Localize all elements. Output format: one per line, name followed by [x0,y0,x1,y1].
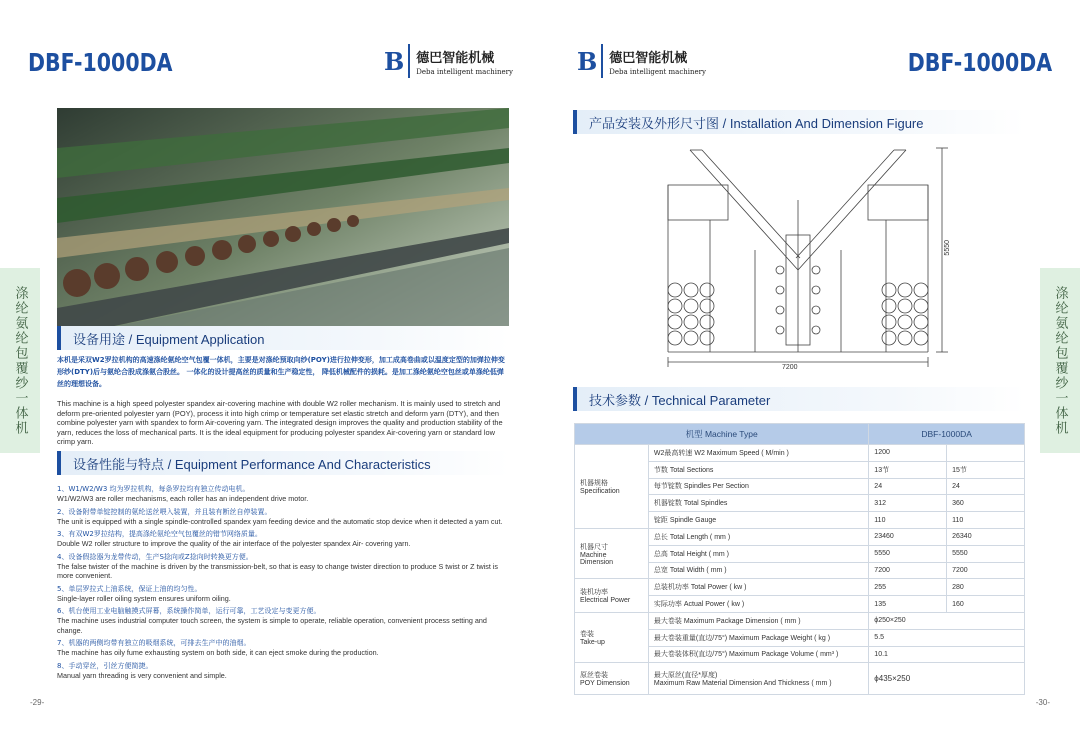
section-bar [573,110,577,134]
application-text-cn: 本机是采双W2罗拉机构的高速涤纶氨纶空气包覆一体机，主要是对涤纶预取向纱(POY)进行拉伸变形，加工成高卷曲或以温度定型的加弹拉伸变形纱(DTY)后与氨纶合股成涤氨合股丝。 一体化的设计提高丝的质量和生产稳定性， 降低机械配件的损耗。是加工涤纶氨纶空包丝或单涤纶低弹丝的理想设备。 [57,356,505,388]
side-tab-right [1040,268,1080,453]
page-number-left: -29- [30,698,45,707]
brand-name-en: Deba intelligent machinery [609,67,706,76]
table-row: 总高 Total Height ( mm ) 5550 5550 [575,545,1025,562]
section-bar [57,451,61,475]
dimension-figure-drawing [660,140,960,375]
table-header-model: 机型 Machine Type [575,424,869,445]
side-tab-text: 涤纶氨纶包覆纱一体机 [12,285,28,436]
brand-divider [601,44,603,78]
table-row: 卷装 Take-up 最大卷装 Maximum Package Dimension ( mm ) ϕ250×250 [575,612,1025,629]
section-performance-header [57,451,509,475]
table-row: 机器规格 Specification W2最高转速 W2 Maximum Speed ( M/min ) 1200 [575,445,1025,462]
section-install-header [573,110,1025,134]
model-title-left: DBF-1000DA [28,48,173,77]
dimension-height: 5550 [944,240,951,256]
table-row: 原丝卷装 POY Dimension 最大原丝(直径*厚度) Maximum Raw Material Dimension And Thickness ( mm ) ϕ435×250 [575,663,1025,695]
brand-divider [408,44,410,78]
table-row: 最大卷装体积(直边/75°) Maximum Package Volume ( mm³ ) 10.1 [575,646,1025,663]
brand-name-cn: 德巴智能机械 [416,50,495,66]
brand-logo-icon: B [577,46,598,76]
section-performance-title: 设备性能与特点 / Equipment Performance And Characteristics [73,456,431,472]
group-label-takeup: 卷装 Take-up [575,612,649,662]
section-bar [57,326,61,350]
group-label-poy: 原丝卷装 POY Dimension [575,663,649,695]
table-row: 机器尺寸 Machine Dimension 总长 Total Length ( mm ) 23460 26340 [575,528,1025,545]
list-item: 8、手动穿丝，引丝方便简捷。 Manual yarn threading is very convenient and simple. [57,661,227,680]
section-application-title: 设备用途 / Equipment Application [73,331,265,347]
brand-right [577,44,706,78]
list-item: 1、W1/W2/W3 均为罗拉机构，每条罗拉均有独立传动电机。 W1/W2/W3 are roller mechanisms, each roller has an independent drive motor. [57,485,309,503]
table-row: 总宽 Total Width ( mm ) 7200 7200 [575,562,1025,579]
table-row: 节数 Total Sections 13节 15节 [575,461,1025,478]
table-row: 锭距 Spindle Gauge 110 110 [575,512,1025,529]
section-param-title: 技术参数 / Technical Parameter [589,392,771,408]
dimension-width: 7200 [782,364,798,371]
list-item: 5、单层罗拉式上油系统，保证上油的均匀性。 Single-layer roller oiling system ensures uniform oiling. [57,584,231,603]
list-item: 6、机台使用工业电脑触摸式屏幕，系统操作简单，运行可靠，工艺设定与变更方便。 The machine uses industrial computer touch screen, the system is simple to operate, reliable operation, convenient process setting and change. [57,607,487,635]
list-item: 2、设备附带单锭控制的氨纶送丝喂入装置，并且装有断丝自停装置。 The unit is equipped with a single spindle-controlled spandex yarn feeding device and the automatic stop device when it detected a yarn cut. [57,507,503,526]
brand-logo-icon: B [384,46,405,76]
section-bar [573,387,577,411]
section-param-header [573,387,1025,411]
machine-photo [57,108,509,350]
list-item: 4、设备假捻器为龙带传动，生产S捻向或Z捻向时转换更方便。 The false twister of the machine is driven by the transmission-belt, so that is easy to change twister direction to produce S twist or Z twist is more convenient. [57,552,499,580]
dimension-figure [660,140,960,375]
table-row: 装机功率 Electrical Power 总装机功率 Total Power ( kw ) 255 280 [575,579,1025,596]
group-label-power: 装机功率 Electrical Power [575,579,649,613]
table-row: 实际功率 Actual Power ( kw ) 135 160 [575,596,1025,613]
page-number-right: -30- [1035,698,1050,707]
table-row: 每节锭数 Spindles Per Section 24 24 [575,478,1025,495]
side-tab-left [0,268,40,453]
group-label-spec: 机器规格 Specification [575,445,649,529]
table-row: 最大卷装重量(直边/75°) Maximum Package Weight ( kg ) 5.5 [575,629,1025,646]
brand-left [384,44,513,78]
side-tab-text: 涤纶氨纶包覆纱一体机 [1052,285,1068,436]
list-item: 7、机器的两侧均带有独立的吸烟系统，可排去生产中的油烟。 The machine has oily fume exhausting system on both side, it can eject smoke during the production. [57,639,379,657]
parameter-table [574,423,1025,695]
table-row: 机器锭数 Total Spindles 312 360 [575,495,1025,512]
brand-name-en: Deba intelligent machinery [416,67,513,76]
section-application-header [57,326,509,350]
table-header-row [575,424,1025,445]
section-install-title: 产品安装及外形尺寸图 / Installation And Dimension Figure [589,115,924,131]
group-label-dimension: 机器尺寸 Machine Dimension [575,528,649,578]
table-header-value: DBF-1000DA [869,424,1025,445]
model-title-right: DBF-1000DA [907,48,1052,77]
machine-photo-drawing [57,108,509,350]
list-item: 3、有双W2罗拉结构，提高涤纶氨纶空气包覆丝的错节网络质量。 Double W2 roller structure to improve the quality of the air interface of the polyester spandex Air- covering yarn. [57,530,411,548]
application-text-en: This machine is a high speed polyester spandex air-covering machine with double W2 roller mechanism. It is mainly used to stretch and deform pre-oriented polyester yarn (POY), process it into high crimp or temperature set elastic stretch and deform yarn (DTY), and then combine polyester yarn with spandex to form Air-covering yarn. The integrated design improves the quality and production stability of the yarn, reduces the loss of mechanical parts. It is the ideal equipment for producing polyester spandex Air-covering yarn or standard low crimp yarn. [57,399,503,446]
brand-name-cn: 德巴智能机械 [609,50,688,66]
performance-list [57,484,512,683]
